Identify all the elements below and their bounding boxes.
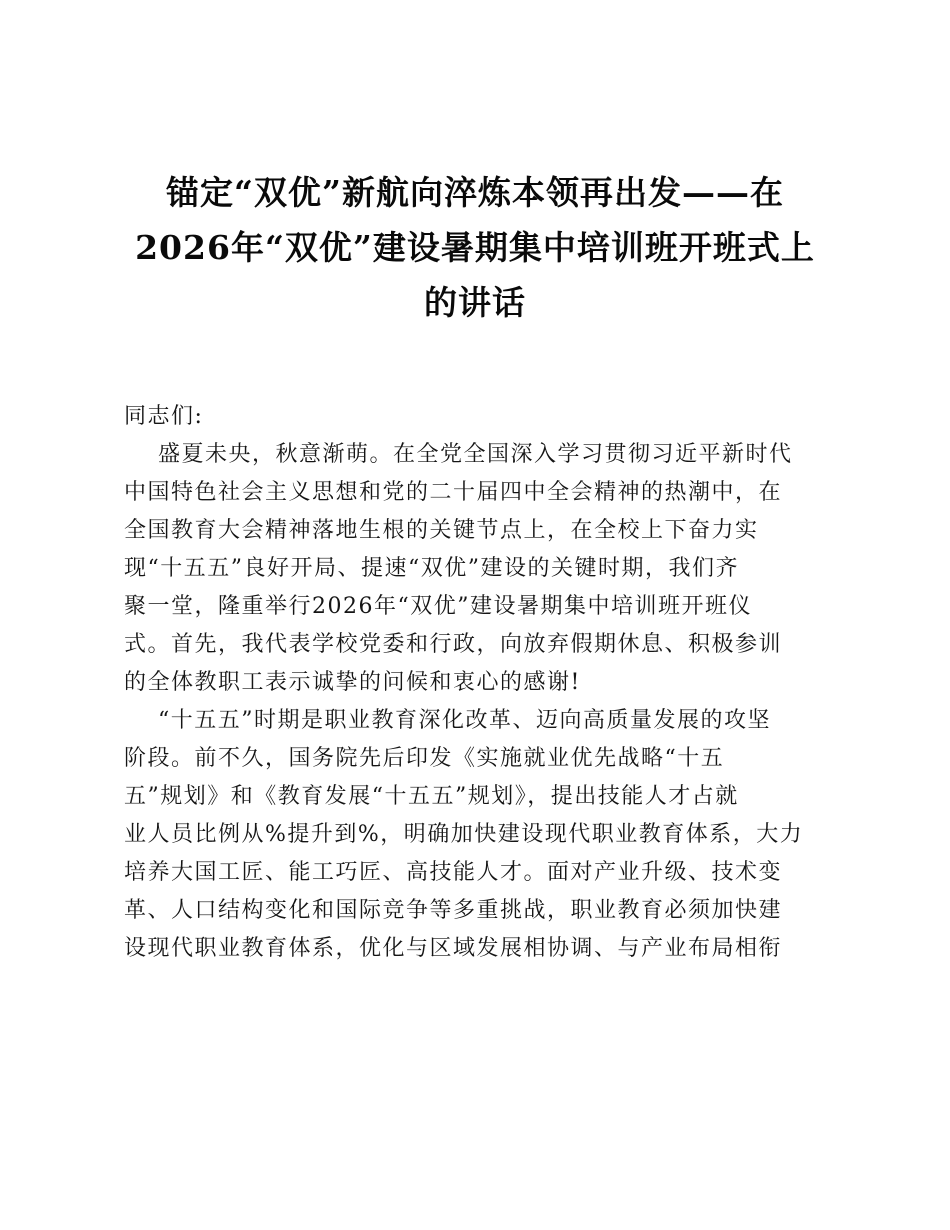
- document-body: [124, 398, 834, 968]
- paragraph-2-line: 阶段。前不久，国务院先后印发《实施就业优先战略“十五: [124, 746, 725, 771]
- document-title: [105, 165, 845, 330]
- paragraph-2-line: 五”规划》和《教育发展“十五五”规划》，提出技能人才占就: [124, 784, 739, 809]
- paragraph-1-line: 式。首先，我代表学校党委和行政，向放弃假期休息、积极参训: [124, 632, 783, 657]
- paragraph-1-line: 盛夏未央，秋意渐萌。在全党全国深入学习贯彻习近平新时代: [158, 442, 793, 467]
- title-line-3: 的讲话: [424, 283, 526, 322]
- paragraph-1-line: 现“十五五”良好开局、提速“双优”建设的关键时期，我们齐: [124, 556, 739, 581]
- paragraph-1-line: 的全体教职工表示诚挚的问候和衷心的感谢!: [124, 670, 581, 695]
- paragraph-1-line: 聚一堂，隆重举行2026年“双优”建设暑期集中培训班开班仪: [124, 594, 752, 619]
- salutation: 同志们:: [124, 404, 204, 429]
- paragraph-1-line: 中国特色社会主义思想和党的二十届四中全会精神的热潮中，在: [124, 480, 783, 505]
- title-line-1: 锚定“双优”新航向淬炼本领再出发——在: [166, 173, 784, 212]
- paragraph-2-line: 业人员比例从%提升到%，明确加快建设现代职业教育体系，大力: [124, 822, 804, 847]
- paragraph-2-line: 培养大国工匠、能工巧匠、高技能人才。面对产业升级、技术变: [124, 860, 783, 885]
- paragraph-2-line: “十五五”时期是职业教育深化改革、迈向高质量发展的攻坚: [158, 708, 771, 733]
- title-line-2: 2026年“双优”建设暑期集中培训班开班式上: [135, 228, 815, 267]
- paragraph-2-line: 设现代职业教育体系，优化与区域发展相协调、与产业布局相衔: [124, 936, 783, 961]
- paragraph-1-line: 全国教育大会精神落地生根的关键节点上，在全校上下奋力实: [124, 518, 759, 543]
- paragraph-2-line: 革、人口结构变化和国际竞争等多重挑战，职业教育必须加快建: [124, 898, 783, 923]
